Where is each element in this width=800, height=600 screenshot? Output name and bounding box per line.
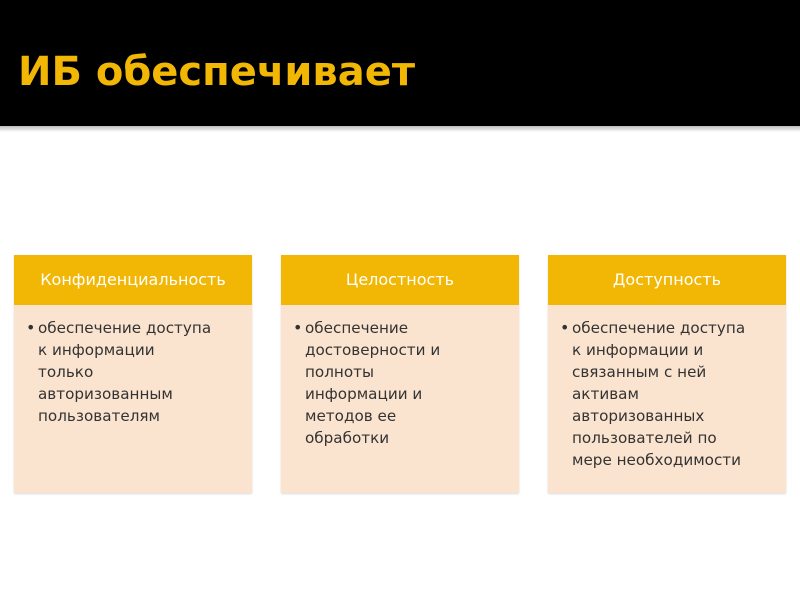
bullet-icon: • bbox=[293, 318, 303, 337]
card-text: обеспечение доступа к информации и связанным с ней активам авторизованных пользователей по мере необходимости bbox=[572, 319, 746, 469]
card-text: обеспечение достоверности и полноты информации и методов ее обработки bbox=[305, 319, 441, 447]
card-confidentiality bbox=[14, 255, 252, 493]
bullet-icon: • bbox=[26, 318, 36, 337]
card-heading: Конфиденциальность bbox=[14, 255, 252, 305]
card-body bbox=[14, 305, 252, 427]
bullet-icon: • bbox=[560, 318, 570, 337]
card-heading: Доступность bbox=[548, 255, 786, 305]
title-bar bbox=[0, 0, 800, 126]
card-text: обеспечение доступа к информации только авторизованным пользователям bbox=[38, 319, 212, 425]
card-heading: Целостность bbox=[281, 255, 519, 305]
card-body bbox=[548, 305, 786, 471]
title-bar-shadow bbox=[0, 126, 800, 132]
slide-title: ИБ обеспечивает bbox=[18, 49, 416, 95]
card-body bbox=[281, 305, 519, 449]
card-integrity bbox=[281, 255, 519, 493]
card-availability bbox=[548, 255, 786, 493]
